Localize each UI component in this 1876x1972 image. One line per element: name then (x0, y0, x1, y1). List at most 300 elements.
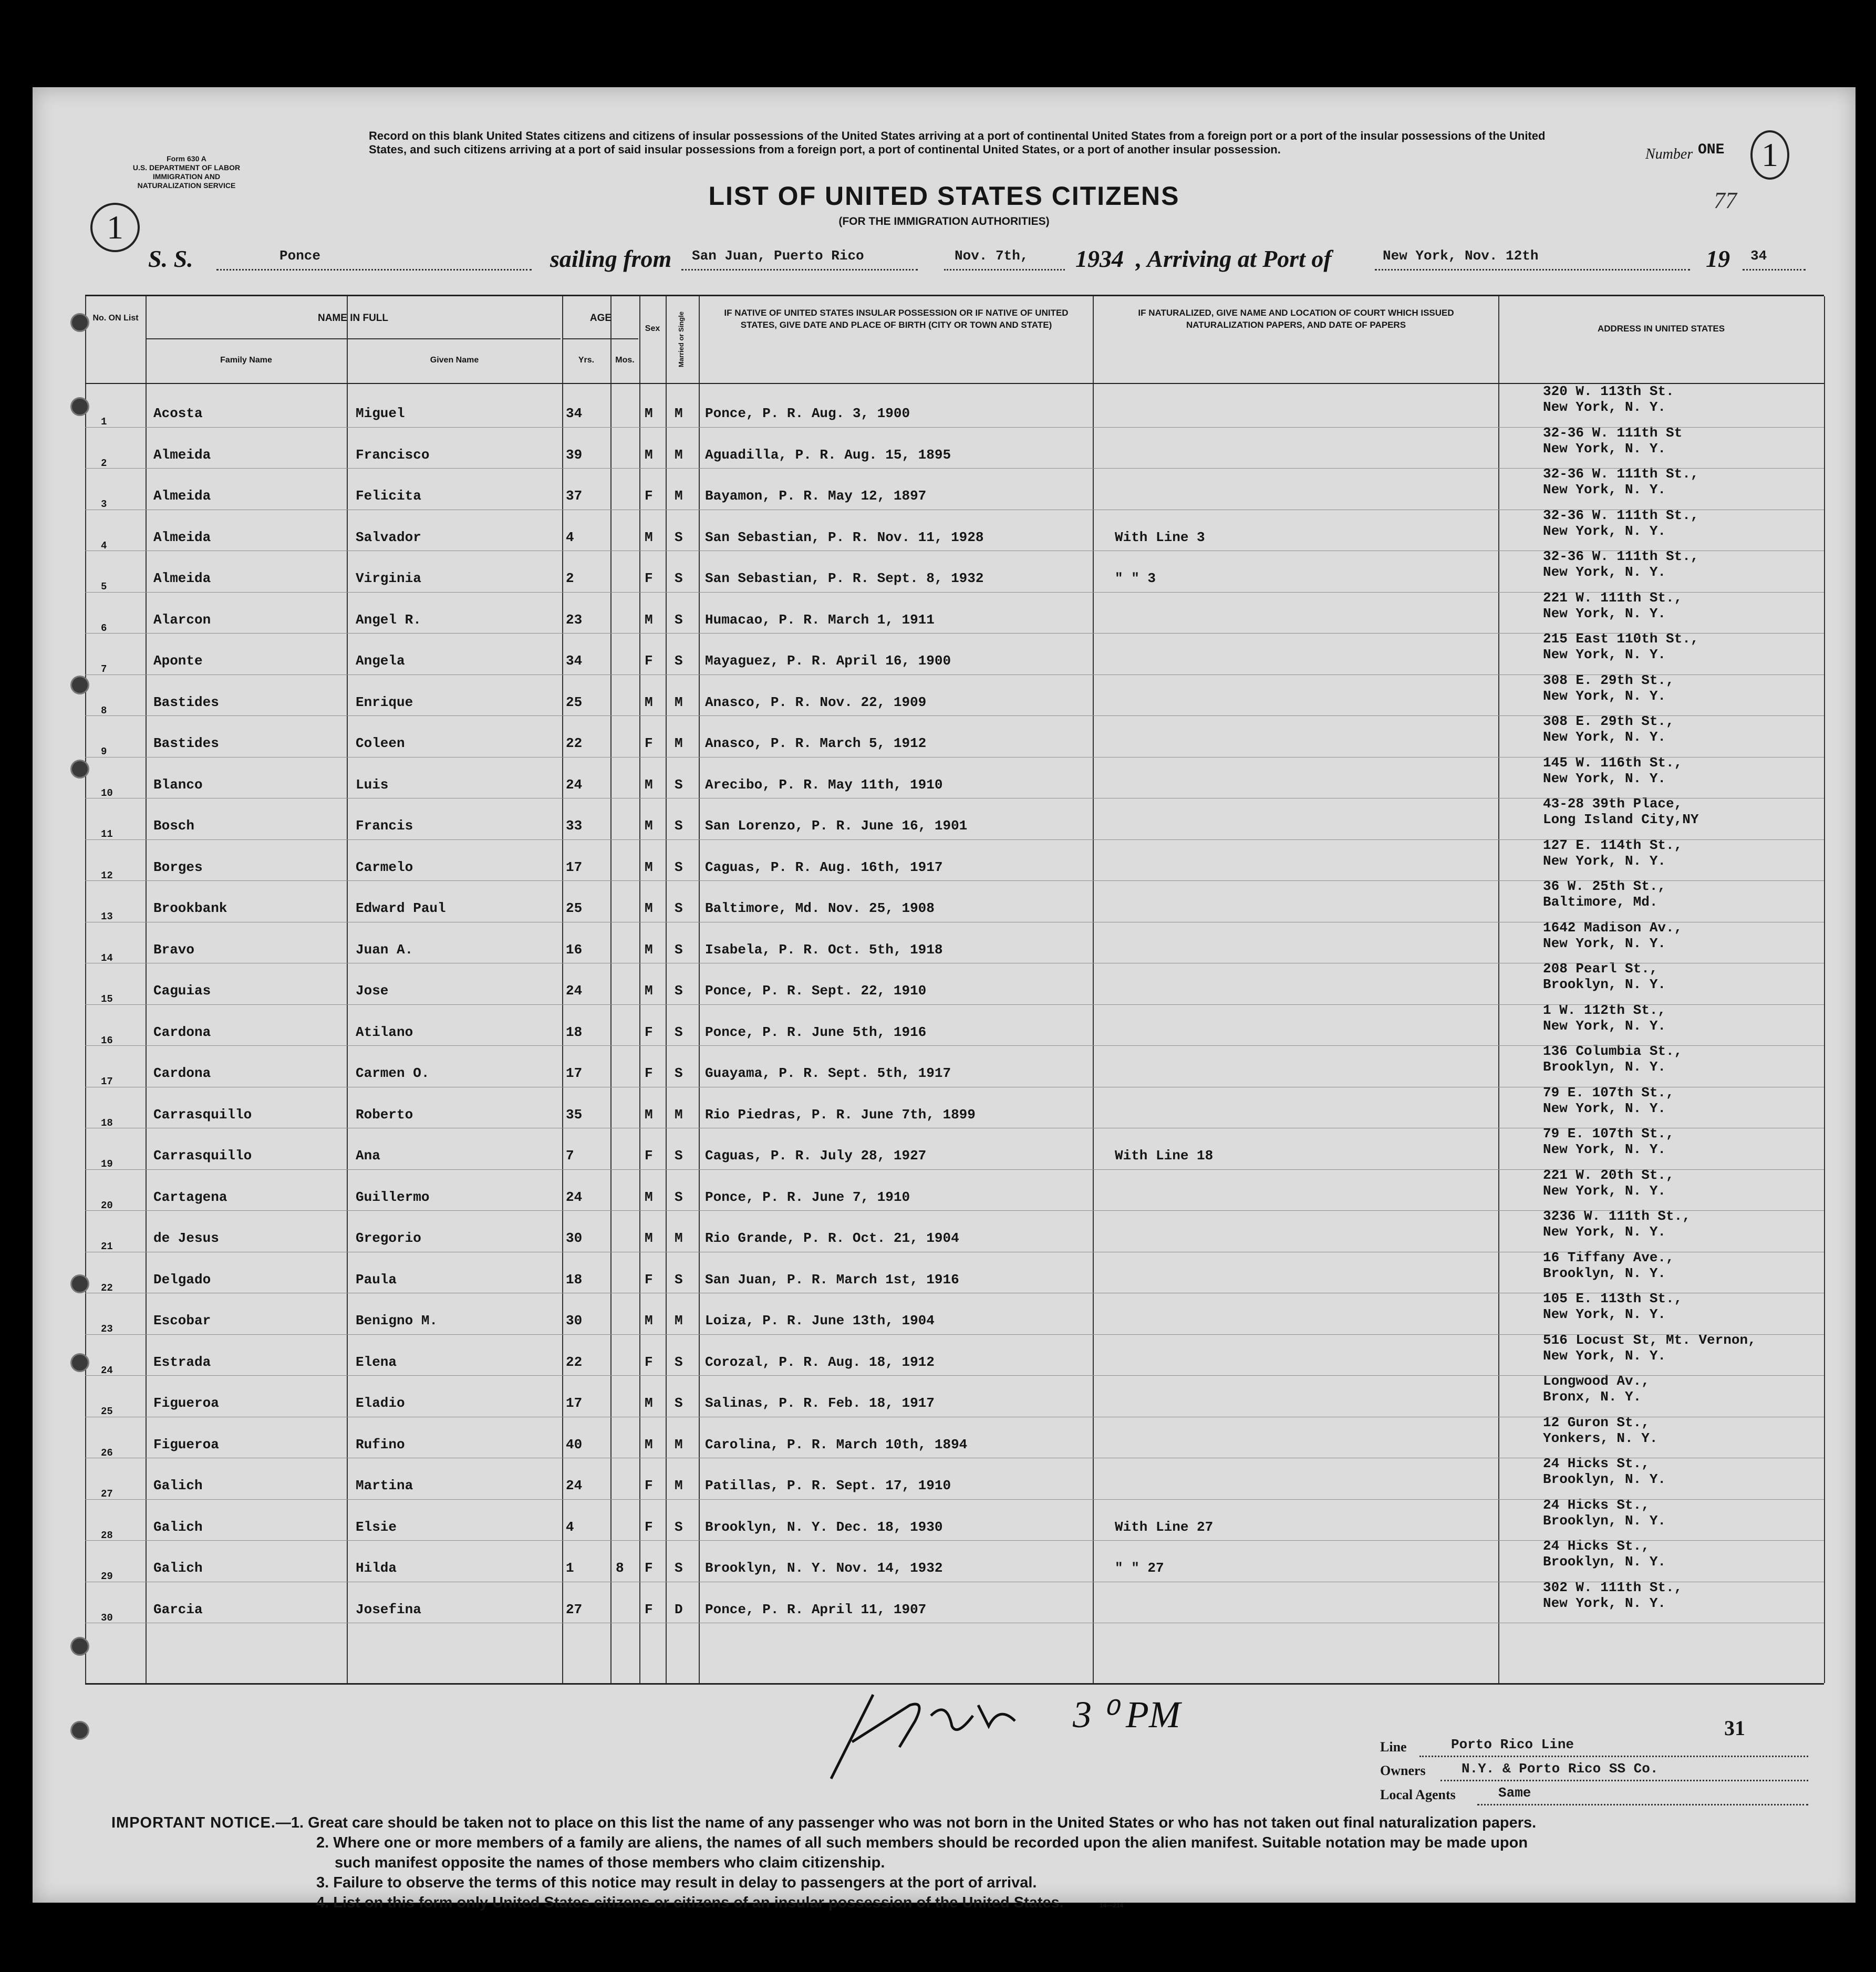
important-notice (111, 1813, 1819, 1915)
row-number: 21 (101, 1241, 113, 1252)
age-years: 2 (566, 570, 574, 586)
marital-status: M (675, 1436, 683, 1452)
given-name: Francis (356, 818, 413, 834)
age-years: 1 (566, 1560, 574, 1576)
col-header-mos: Mos. (615, 356, 635, 365)
address-line-2: Brooklyn, N. Y. (1543, 1554, 1666, 1570)
record-instructions: Record on this blank United States citizens and citizens of insular possessions of the United States arriving at a port of continental United States from a foreign port or a port of the insular possessions of the United States, and such citizens arriving at a port of said insular possessions from a foreign port, a port of continental United States, or a port of another insular possession. (369, 129, 1546, 156)
punch-hole (70, 676, 89, 694)
age-years: 7 (566, 1148, 574, 1164)
birth-info: Caguas, P. R. July 28, 1927 (705, 1148, 927, 1164)
marital-status: S (675, 859, 683, 875)
address-line-1: 32-36 W. 111th St (1543, 424, 1683, 441)
address-line-1: 24 Hicks St., (1543, 1538, 1650, 1554)
handwritten-number: 77 (1714, 188, 1737, 213)
punch-hole (70, 1637, 89, 1656)
row-number: 16 (101, 1034, 113, 1046)
marital-status: S (675, 818, 683, 834)
given-name: Eladio (356, 1395, 405, 1411)
marital-status: M (675, 1230, 683, 1246)
address-line-2: New York, N. Y. (1543, 482, 1666, 497)
marital-status: S (675, 941, 683, 958)
given-name: Juan A. (356, 941, 413, 958)
row-number: 14 (101, 952, 113, 964)
sex: M (645, 941, 653, 958)
col-header-marital: Married or Single (677, 311, 685, 368)
given-name: Josefina (356, 1601, 421, 1617)
family-name: Blanco (153, 776, 203, 793)
birth-info: San Lorenzo, P. R. June 16, 1901 (705, 818, 968, 834)
address-line-2: New York, N. Y. (1543, 399, 1666, 415)
address-line-2: Baltimore, Md. (1543, 894, 1658, 910)
given-name: Carmelo (356, 859, 413, 875)
address-line-2: New York, N. Y. (1543, 935, 1666, 951)
punch-hole (70, 1274, 89, 1293)
address-line-2: Brooklyn, N. Y. (1543, 1512, 1666, 1529)
address-line-1: 79 E. 107th St., (1543, 1084, 1674, 1101)
address-line-1: 36 W. 25th St., (1543, 878, 1666, 894)
family-name: Cardona (153, 1065, 211, 1081)
sex: M (645, 1395, 653, 1411)
given-name: Virginia (356, 570, 421, 586)
age-years: 17 (566, 1395, 583, 1411)
age-years: 27 (566, 1601, 583, 1617)
birth-info: Salinas, P. R. Feb. 18, 1917 (705, 1395, 935, 1411)
row-number: 23 (101, 1323, 113, 1335)
age-years: 18 (566, 1271, 583, 1288)
birth-info: San Sebastian, P. R. Nov. 11, 1928 (705, 529, 984, 545)
arrival-year-prefix: 19 (1706, 245, 1730, 272)
family-name: Borges (153, 859, 203, 875)
address-line-1: 79 E. 107th St., (1543, 1126, 1674, 1141)
address-line-2: Brooklyn, N. Y. (1543, 977, 1666, 992)
col-header-naturalized: IF NATURALIZED, GIVE NAME AND LOCATION OF COURT WHICH ISSUED NATURALIZATION PAPERS, AND DATE OF PAPERS (1138, 308, 1454, 330)
family-name: Estrada (153, 1354, 211, 1370)
notice-item-2a: 2. Where one or more members of a family are aliens, the names of all such members should be recorded upon the alien manifest. Suitable notation may be made upon (316, 1834, 1528, 1851)
sex: M (645, 1106, 653, 1123)
row-number: 3 (101, 499, 107, 510)
row-number: 17 (101, 1076, 113, 1087)
handwritten-signature (810, 1684, 1283, 1789)
marital-status: M (675, 694, 683, 710)
address-line-2: Brooklyn, N. Y. (1543, 1059, 1666, 1075)
address-line-1: 516 Locust St, Mt. Vernon, (1543, 1332, 1756, 1348)
family-name: Almeida (153, 570, 211, 586)
family-name: Bastides (153, 694, 219, 710)
sex: M (645, 611, 653, 628)
sex: M (645, 1313, 653, 1328)
given-name: Salvador (356, 529, 421, 545)
col-header-sex: Sex (645, 324, 660, 333)
row-number: 20 (101, 1199, 113, 1211)
family-name: Bravo (153, 941, 195, 958)
birth-info: Baltimore, Md. Nov. 25, 1908 (705, 900, 935, 916)
birth-info: Bayamon, P. R. May 12, 1897 (705, 488, 927, 504)
address-line-1: 215 East 110th St., (1543, 631, 1699, 647)
row-number: 10 (101, 787, 113, 799)
family-name: Aponte (153, 653, 203, 669)
notice-item-4: 4. List on this form only United States citizens or citizens of an insular possession of the United States. (316, 1894, 1064, 1911)
family-name: Delgado (153, 1271, 211, 1288)
address-line-2: New York, N. Y. (1543, 1306, 1666, 1322)
arrival-port: New York, Nov. 12th (1383, 248, 1539, 264)
row-number: 19 (101, 1158, 113, 1170)
age-years: 25 (566, 900, 583, 916)
sex: F (645, 1601, 653, 1617)
sex: F (645, 1478, 653, 1493)
address-line-1: 43-28 39th Place, (1543, 796, 1683, 812)
age-months: 8 (616, 1560, 624, 1576)
address-line-1: 221 W. 111th St., (1543, 589, 1683, 606)
punch-hole (70, 760, 89, 779)
col-header-address: ADDRESS IN UNITED STATES (1597, 324, 1725, 334)
birth-info: Carolina, P. R. March 10th, 1894 (705, 1436, 968, 1452)
age-years: 35 (566, 1106, 583, 1123)
sex: M (645, 406, 653, 421)
birth-info: Loiza, P. R. June 13th, 1904 (705, 1313, 935, 1328)
family-name: Carrasquillo (153, 1106, 252, 1123)
address-line-2: New York, N. Y. (1543, 647, 1666, 662)
sex: F (645, 488, 653, 504)
address-line-2: New York, N. Y. (1543, 440, 1666, 456)
marital-status: S (675, 653, 683, 669)
number-label: Number (1645, 146, 1693, 162)
ship-name: Ponce (279, 248, 321, 264)
sex: M (645, 529, 653, 545)
row-number: 1 (101, 416, 107, 428)
family-name: Cardona (153, 1024, 211, 1040)
family-name: Brookbank (153, 900, 227, 916)
address-line-1: 308 E. 29th St., (1543, 672, 1674, 688)
address-line-1: 24 Hicks St., (1543, 1456, 1650, 1471)
given-name: Felicita (356, 488, 421, 504)
row-number: 24 (101, 1364, 113, 1376)
birth-info: Anasco, P. R. March 5, 1912 (705, 735, 927, 751)
service-line-2: NATURALIZATION SERVICE (137, 181, 236, 190)
sex: M (645, 694, 653, 710)
sex: F (645, 1148, 653, 1164)
sex: F (645, 1354, 653, 1370)
agents-label: Local Agents (1380, 1787, 1456, 1802)
marital-status: S (675, 570, 683, 586)
marital-status: S (675, 611, 683, 628)
given-name: Luis (356, 776, 389, 793)
row-number: 30 (101, 1612, 113, 1624)
ss-label: S. S. (148, 245, 193, 272)
address-line-1: 308 E. 29th St., (1543, 713, 1674, 729)
address-line-2: New York, N. Y. (1543, 1141, 1666, 1157)
notice-item-1: —1. Great care should be taken not to place on this list the name of any passenger who was not born in the United States or who has not taken out final naturalization papers. (275, 1814, 1537, 1831)
sex: F (645, 1271, 653, 1288)
manifest-page (33, 87, 1856, 1911)
given-name: Martina (356, 1478, 413, 1493)
family-name: Figueroa (153, 1436, 219, 1452)
page-subtitle: (FOR THE IMMIGRATION AUTHORITIES) (838, 215, 1050, 227)
line-label: Line (1380, 1739, 1407, 1755)
age-years: 4 (566, 529, 574, 545)
departure-date: Nov. 7th, (955, 248, 1029, 264)
address-line-1: 3236 W. 111th St., (1543, 1208, 1691, 1224)
naturalization-info: " " 27 (1115, 1560, 1164, 1576)
address-line-1: 208 Pearl St., (1543, 961, 1658, 977)
row-number: 4 (101, 539, 107, 552)
given-name: Benigno M. (356, 1313, 438, 1328)
row-number: 15 (101, 993, 113, 1005)
birth-info: Brooklyn, N. Y. Dec. 18, 1930 (705, 1519, 943, 1535)
punch-hole (70, 1721, 89, 1740)
address-line-2: New York, N. Y. (1543, 1100, 1666, 1116)
given-name: Ana (356, 1148, 380, 1164)
address-line-1: 127 E. 114th St., (1543, 837, 1683, 853)
address-line-2: Bronx, N. Y. (1543, 1389, 1642, 1405)
family-name: Almeida (153, 488, 211, 504)
given-name: Atilano (356, 1024, 413, 1040)
family-name: Alarcon (153, 611, 211, 628)
sex: F (645, 1065, 653, 1081)
address-line-1: 16 Tiffany Ave., (1543, 1249, 1674, 1265)
naturalization-info: With Line 3 (1115, 529, 1205, 545)
notice-item-3: 3. Failure to observe the terms of this notice may result in delay to passengers at the port of arrival. (316, 1874, 1037, 1891)
family-name: Caguias (153, 983, 211, 999)
col-header-yrs: Yrs. (578, 356, 595, 365)
row-number: 28 (101, 1529, 113, 1541)
address-line-1: 320 W. 113th St. (1543, 383, 1674, 399)
address-line-2: New York, N. Y. (1543, 564, 1666, 580)
address-line-1: 136 Columbia St., (1543, 1043, 1683, 1059)
given-name: Roberto (356, 1106, 413, 1123)
punch-hole (70, 1353, 89, 1372)
marital-status: M (675, 735, 683, 751)
address-line-2: New York, N. Y. (1543, 523, 1666, 539)
family-name: Almeida (153, 447, 211, 463)
row-number: 26 (101, 1447, 113, 1459)
birth-info: Anasco, P. R. Nov. 22, 1909 (705, 694, 927, 710)
age-years: 24 (566, 1478, 583, 1493)
address-line-1: 105 E. 113th St., (1543, 1291, 1683, 1306)
sex: M (645, 818, 653, 834)
age-years: 23 (566, 611, 583, 628)
birth-info: Ponce, P. R. June 7, 1910 (705, 1189, 910, 1205)
given-name: Edward Paul (356, 900, 446, 916)
sailing-from-label: sailing from (550, 245, 672, 272)
age-years: 24 (566, 983, 583, 999)
marital-status: S (675, 1519, 683, 1535)
page-number-circle: 1 (1750, 130, 1789, 180)
address-line-2: New York, N. Y. (1543, 1018, 1666, 1034)
col-header-name: NAME IN FULL (317, 313, 389, 324)
col-header-birth: IF NATIVE OF UNITED STATES INSULAR POSSESSION OR IF NATIVE OF UNITED STATES, GIVE DATE AND PLACE OF BIRTH (CITY OR TOWN AND STATE) (724, 308, 1069, 330)
number-value: ONE (1698, 142, 1725, 158)
naturalization-info: With Line 27 (1115, 1519, 1214, 1535)
sex: M (645, 1436, 653, 1452)
punch-hole (70, 397, 89, 416)
birth-info: Patillas, P. R. Sept. 17, 1910 (705, 1478, 951, 1493)
passenger-table (85, 295, 1824, 1685)
age-years: 40 (566, 1436, 583, 1452)
family-name: Carrasquillo (153, 1148, 252, 1164)
birth-info: Mayaguez, P. R. April 16, 1900 (705, 653, 951, 669)
address-line-1: 32-36 W. 111th St., (1543, 507, 1699, 523)
birth-info: Aguadilla, P. R. Aug. 15, 1895 (705, 447, 951, 463)
address-line-1: 12 Guron St., (1543, 1414, 1650, 1430)
birth-info: Rio Grande, P. R. Oct. 21, 1904 (705, 1230, 959, 1246)
marital-status: S (675, 1354, 683, 1370)
address-line-1: Longwood Av., (1543, 1373, 1650, 1389)
address-line-2: Yonkers, N. Y. (1543, 1430, 1658, 1446)
given-name: Gregorio (356, 1230, 421, 1246)
birth-info: Rio Piedras, P. R. June 7th, 1899 (705, 1106, 976, 1123)
age-years: 30 (566, 1230, 583, 1246)
birth-info: San Juan, P. R. March 1st, 1916 (705, 1271, 959, 1288)
sex: F (645, 735, 653, 751)
birth-info: Ponce, P. R. Aug. 3, 1900 (705, 406, 910, 421)
birth-info: Ponce, P. R. Sept. 22, 1910 (705, 983, 927, 999)
marital-status: S (675, 1189, 683, 1205)
given-name: Elsie (356, 1519, 397, 1535)
marital-status: S (675, 900, 683, 916)
marital-status: M (675, 1478, 683, 1493)
row-number: 22 (101, 1282, 113, 1294)
address-line-2: New York, N. Y. (1543, 770, 1666, 786)
arriving-label: , Arriving at Port of (1136, 245, 1332, 272)
sex: F (645, 1560, 653, 1576)
family-name: Escobar (153, 1313, 211, 1328)
form-number: Form 630 A (167, 154, 206, 163)
birth-info: San Sebastian, P. R. Sept. 8, 1932 (705, 570, 984, 586)
page-title: LIST OF UNITED STATES CITIZENS (708, 181, 1180, 211)
given-name: Paula (356, 1271, 397, 1288)
age-years: 33 (566, 818, 583, 834)
given-name: Elena (356, 1354, 397, 1370)
col-header-age: AGE (589, 313, 612, 324)
marital-status: S (675, 1065, 683, 1081)
age-years: 4 (566, 1519, 574, 1535)
address-line-2: New York, N. Y. (1543, 729, 1666, 745)
row-number: 25 (101, 1406, 113, 1417)
marital-status: D (675, 1601, 683, 1617)
department: U.S. DEPARTMENT OF LABOR (132, 163, 241, 172)
row-number: 29 (101, 1571, 113, 1582)
departure-year: 1934 (1075, 245, 1124, 272)
address-line-2: New York, N. Y. (1543, 1347, 1666, 1364)
given-name: Enrique (356, 694, 413, 710)
marital-status: S (675, 776, 683, 793)
col-header-given: Given Name (430, 356, 479, 365)
sex: F (645, 1024, 653, 1040)
row-number: 11 (101, 828, 113, 840)
address-line-1: 145 W. 116th St., (1543, 754, 1683, 771)
age-years: 34 (566, 406, 583, 421)
address-line-1: 1 W. 112th St., (1543, 1002, 1666, 1018)
marital-status: M (675, 406, 683, 421)
family-name: Garcia (153, 1601, 203, 1617)
sex: M (645, 859, 653, 875)
row-number: 5 (101, 581, 107, 593)
birth-info: Humacao, P. R. March 1, 1911 (705, 611, 935, 628)
marital-status: S (675, 1560, 683, 1576)
row-number: 7 (101, 663, 107, 675)
col-header-no: No. ON List (92, 314, 139, 323)
family-name: Acosta (153, 406, 203, 421)
family-name: Cartagena (153, 1189, 227, 1205)
sex: F (645, 1519, 653, 1535)
given-name: Miguel (356, 406, 405, 421)
handwritten-time: 3 ⁰ PM (1073, 1694, 1180, 1736)
arrival-year: 34 (1750, 248, 1767, 264)
given-name: Carmen O. (356, 1065, 430, 1081)
address-line-1: 32-36 W. 111th St., (1543, 548, 1699, 564)
row-number: 2 (101, 457, 107, 469)
family-name: de Jesus (153, 1230, 219, 1246)
age-years: 17 (566, 1065, 583, 1081)
marital-status: S (675, 1148, 683, 1164)
form-code: 14—214 (1099, 1902, 1124, 1909)
address-line-2: New York, N. Y. (1543, 1595, 1666, 1611)
birth-info: Arecibo, P. R. May 11th, 1910 (705, 776, 943, 793)
birth-info: Ponce, P. R. June 5th, 1916 (705, 1024, 927, 1040)
address-line-2: New York, N. Y. (1543, 853, 1666, 869)
marital-status: S (675, 1024, 683, 1040)
given-name: Jose (356, 983, 389, 999)
age-years: 18 (566, 1024, 583, 1040)
row-number: 18 (101, 1117, 113, 1129)
col-header-family: Family Name (220, 356, 272, 365)
row-number: 9 (101, 746, 107, 757)
sex: F (645, 570, 653, 586)
sex: M (645, 1230, 653, 1246)
sex: M (645, 900, 653, 916)
sex: M (645, 776, 653, 793)
given-name: Rufino (356, 1436, 405, 1452)
family-name: Figueroa (153, 1395, 219, 1411)
notice-item-2b: such manifest opposite the names of those members who claim citizenship. (335, 1854, 885, 1871)
address-line-2: New York, N. Y. (1543, 1182, 1666, 1199)
family-name: Galich (153, 1560, 203, 1576)
birth-info: Guayama, P. R. Sept. 5th, 1917 (705, 1065, 951, 1081)
family-name: Bosch (153, 818, 195, 834)
age-years: 30 (566, 1313, 583, 1328)
family-name: Galich (153, 1519, 203, 1535)
sex: M (645, 447, 653, 463)
address-line-1: 1642 Madison Av., (1543, 919, 1683, 936)
naturalization-info: With Line 18 (1115, 1148, 1214, 1164)
row-number: 13 (101, 911, 113, 922)
page-number-circle-left: 1 (90, 203, 140, 252)
address-line-2: Long Island City,NY (1543, 812, 1699, 827)
marital-status: S (675, 1395, 683, 1411)
marital-status: M (675, 1313, 683, 1328)
family-name: Bastides (153, 735, 219, 751)
address-line-1: 24 Hicks St., (1543, 1497, 1650, 1513)
notice-lead: IMPORTANT NOTICE. (111, 1814, 276, 1831)
marital-status: S (675, 529, 683, 545)
marital-status: M (675, 1106, 683, 1123)
marital-status: S (675, 983, 683, 999)
row-number: 12 (101, 869, 113, 881)
given-name: Guillermo (356, 1189, 430, 1205)
punch-hole (70, 313, 89, 332)
age-years: 16 (566, 941, 583, 958)
birth-info: Brooklyn, N. Y. Nov. 14, 1932 (705, 1560, 943, 1576)
address-line-1: 32-36 W. 111th St., (1543, 466, 1699, 482)
row-number: 8 (101, 704, 107, 717)
birth-info: Caguas, P. R. Aug. 16th, 1917 (705, 859, 943, 875)
age-years: 39 (566, 447, 583, 463)
age-years: 25 (566, 694, 583, 710)
marital-status: M (675, 488, 683, 504)
sex: F (645, 653, 653, 669)
given-name: Francisco (356, 447, 430, 463)
